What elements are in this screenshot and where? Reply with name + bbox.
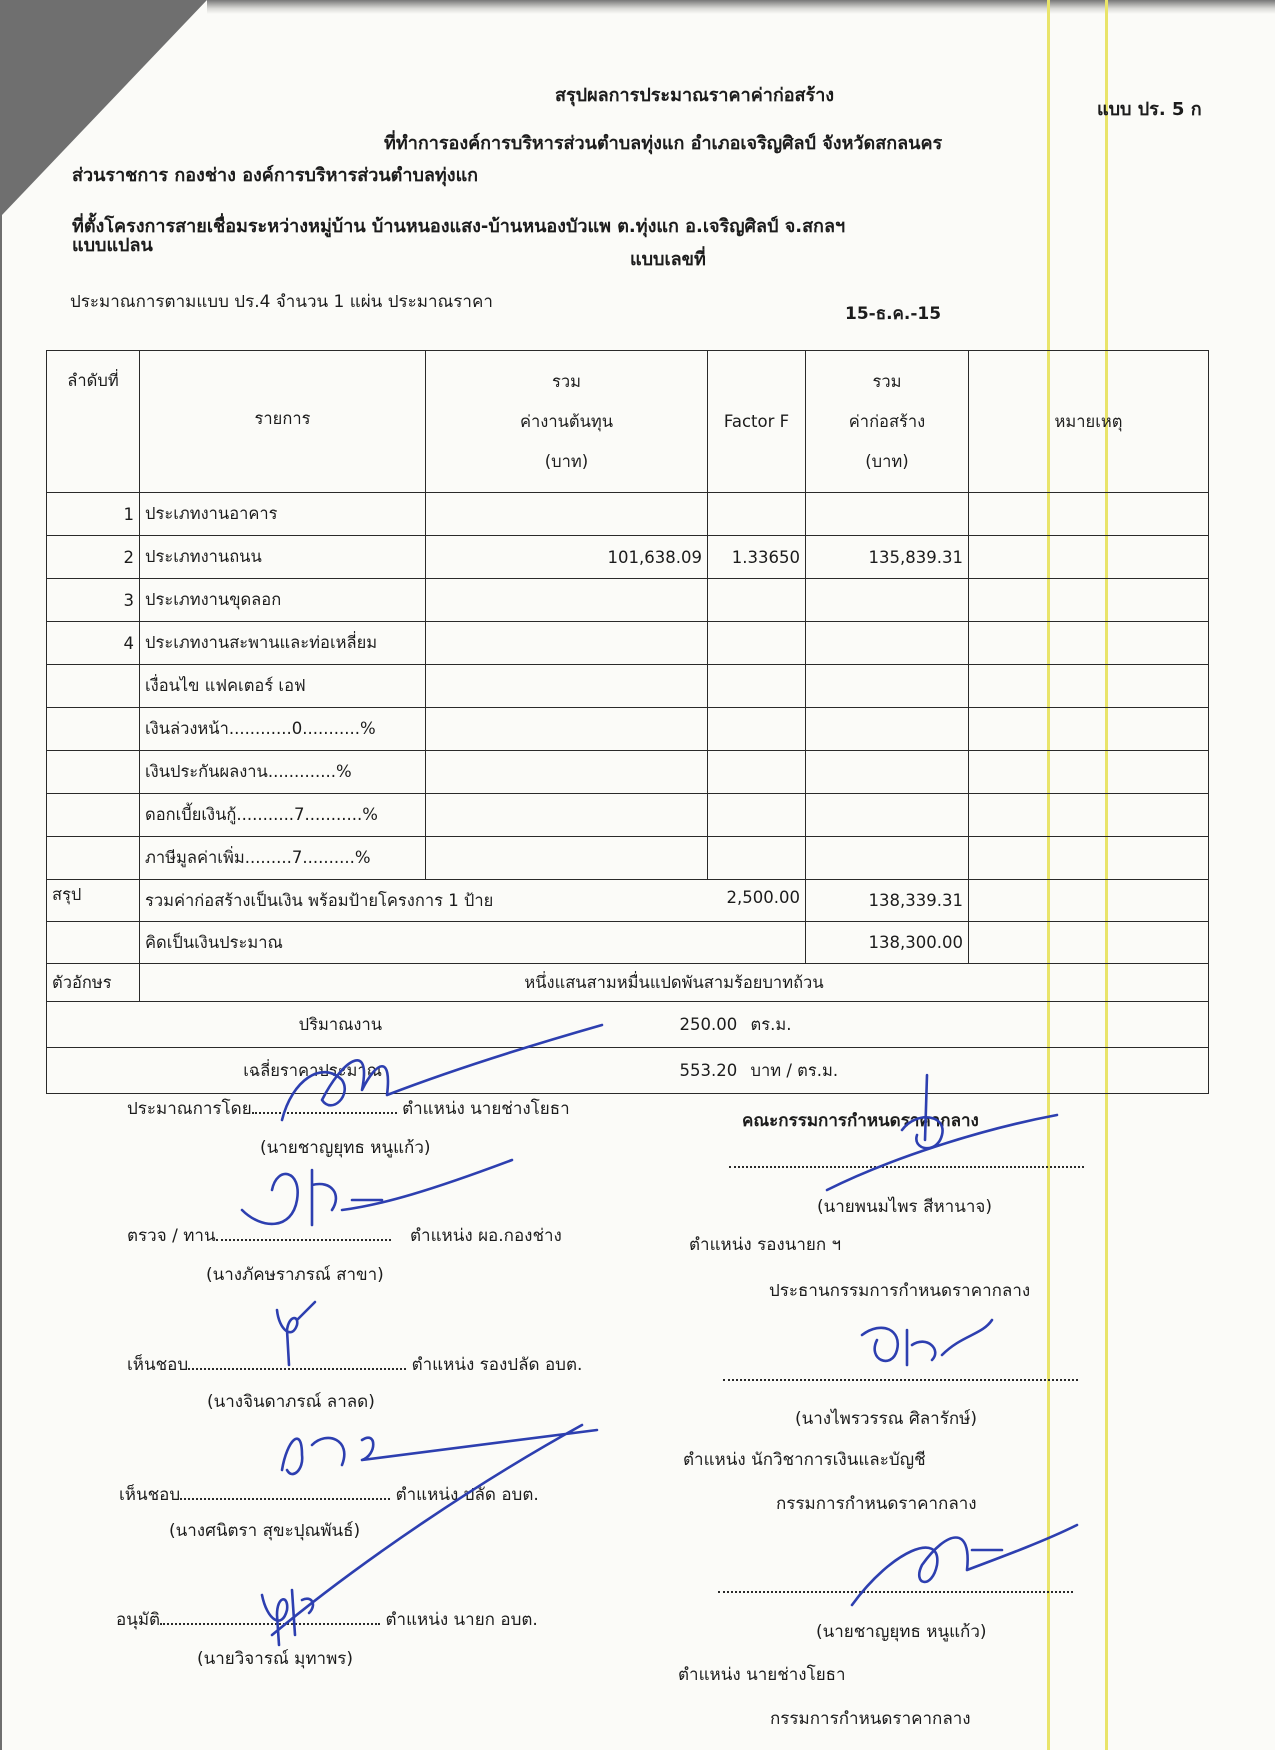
row-note [969, 708, 1209, 751]
row-cost [426, 665, 708, 708]
row-factor [708, 751, 806, 794]
row-factor [708, 493, 806, 536]
row-seq: 2 [47, 536, 140, 579]
signature-prefix: อนุมัติ [116, 1610, 161, 1630]
header-cost [426, 351, 708, 493]
row-note [969, 536, 1209, 579]
header-factor: Factor F [708, 351, 806, 493]
row-item: ดอกเบี้ยเงินกู้...........7...........% [140, 794, 426, 837]
row-total [806, 579, 969, 622]
row-note [969, 837, 1209, 880]
row-item: ประเภทงานสะพานและท่อเหลี่ยม [140, 622, 426, 665]
words-text: หนึ่งแสนสามหมื่นแปดพันสามร้อยบาทถ้วน [140, 964, 1209, 1002]
header-cost-line: รวม [551, 371, 581, 391]
header-total [806, 351, 969, 493]
row-total [806, 794, 969, 837]
row-item: เงื่อนไข แฟคเตอร์ เอฟ [140, 665, 426, 708]
row-total [806, 493, 969, 536]
table-summary-body [47, 880, 1209, 1094]
row-factor [708, 708, 806, 751]
department-line: ส่วนราชการ กองช่าง องค์การบริหารส่วนตำบลทุ่งแก [72, 165, 479, 186]
table-row [47, 493, 1209, 536]
row-total [806, 622, 969, 665]
row-item: ประเภทงานถนน [140, 536, 426, 579]
committee-name: (นางไพรวรรณ ศิลารักษ์) [795, 1409, 977, 1429]
row-factor [708, 579, 806, 622]
quantity-row [47, 1002, 1209, 1048]
document-date: 15-ธ.ค.-15 [845, 304, 942, 324]
header-total-line: (บาท) [865, 451, 909, 471]
row-seq [47, 837, 140, 880]
row-note [969, 751, 1209, 794]
table-row [47, 837, 1209, 880]
row-seq [47, 751, 140, 794]
committee-title: คณะกรรมการกำหนดราคากลาง [742, 1111, 979, 1131]
row-cost [426, 493, 708, 536]
signer-name: (นายชาญยุทธ หนูแก้ว) [260, 1138, 431, 1158]
row-seq [47, 665, 140, 708]
row-item: ประเภทงานขุดลอก [140, 579, 426, 622]
row-factor [708, 794, 806, 837]
cost-summary-table [46, 350, 1209, 1094]
row-factor [708, 665, 806, 708]
table-header-row [47, 351, 1209, 493]
row-factor: 1.33650 [708, 536, 806, 579]
quantity-value: 250.00 [679, 1014, 738, 1034]
form-code: แบบ ปร. 5 ก [1097, 99, 1202, 120]
header-total-line: รวม [872, 371, 902, 391]
signature-position: ตำแหน่ง รองปลัด อบต. [411, 1355, 583, 1375]
words-label: ตัวอักษร [47, 964, 140, 1002]
row-cost [426, 622, 708, 665]
approx-note [969, 922, 1209, 964]
table-row [47, 794, 1209, 837]
document-title: สรุปผลการประมาณราคาค่าก่อสร้าง [555, 85, 835, 106]
table-row [47, 622, 1209, 665]
signer-name: (นางศนิตรา สุขะปุณพันธ์) [169, 1521, 361, 1541]
signer-name: (นางจินดาภรณ์ ลาลด) [207, 1392, 375, 1412]
row-note [969, 579, 1209, 622]
row-seq: 4 [47, 622, 140, 665]
summary-row [47, 880, 1209, 922]
header-seq: ลำดับที่ [47, 351, 140, 493]
committee-role: กรรมการกำหนดราคากลาง [770, 1709, 971, 1729]
handwritten-signature [247, 1575, 337, 1650]
summary-note [969, 880, 1209, 922]
plan-number-label: แบบเลขที่ [630, 249, 706, 270]
row-note [969, 665, 1209, 708]
header-cost-line: (บาท) [544, 451, 589, 471]
quantity-unit: ตร.ม. [750, 1014, 792, 1034]
row-total [806, 665, 969, 708]
approx-text: คิดเป็นเงินประมาณ [140, 922, 806, 964]
row-factor [708, 837, 806, 880]
handwritten-signature [857, 1315, 997, 1375]
location-line: ที่ทำการองค์การบริหารส่วนตำบลทุ่งแก อำเภอเจริญศิลป์ จังหวัดสกลนคร [384, 133, 943, 154]
committee-name: (นายชาญยุทธ หนูแก้ว) [816, 1622, 987, 1642]
row-total: 135,839.31 [806, 536, 969, 579]
row-note [969, 493, 1209, 536]
table-row [47, 665, 1209, 708]
table-body [47, 493, 1209, 880]
summary-total: 138,339.31 [806, 880, 969, 922]
quantity-label: ปริมาณงาน [298, 1014, 382, 1034]
average-label: เฉลี่ยราคาประมาณ [243, 1060, 382, 1080]
row-item: ภาษีมูลค่าเพิ่ม.........7..........% [140, 837, 426, 880]
signature-prefix: เห็นชอบ [127, 1355, 189, 1375]
signature-position: ตำแหน่ง นายช่างโยธา [402, 1099, 570, 1119]
row-seq [47, 708, 140, 751]
header-note: หมายเหตุ [969, 351, 1209, 493]
row-cost [426, 837, 708, 880]
table-row [47, 579, 1209, 622]
table-row [47, 536, 1209, 579]
approx-label-empty [47, 922, 140, 964]
row-note [969, 794, 1209, 837]
estimate-line: ประมาณการตามแบบ ปร.4 จำนวน 1 แผ่น ประมาณราคา [70, 292, 493, 312]
row-cost [426, 708, 708, 751]
signer-name: (นางภัคษราภรณ์ สาขา) [206, 1265, 384, 1285]
sign-cost-value: 2,500.00 [726, 887, 800, 907]
average-value: 553.20 [679, 1060, 738, 1080]
header-item: รายการ [140, 351, 426, 493]
row-cost [426, 794, 708, 837]
row-cost [426, 579, 708, 622]
signature-position: ตำแหน่ง ผอ.กองช่าง [410, 1226, 562, 1246]
row-item: ประเภทงานอาคาร [140, 493, 426, 536]
plan-type: แบบแปลน [72, 235, 153, 256]
header-cost-line: ค่างานต้นทุน [519, 411, 614, 431]
row-item: เงินประกันผลงาน.............% [140, 751, 426, 794]
row-cost [426, 751, 708, 794]
committee-name: (นายพนมไพร สีหานาจ) [817, 1197, 992, 1217]
row-note [969, 622, 1209, 665]
quantity-cell [47, 1002, 1209, 1048]
average-unit: บาท / ตร.ม. [750, 1060, 839, 1080]
signer-name: (นายวิจารณ์ มุทาพร) [197, 1649, 354, 1669]
summary-text-cell [140, 880, 806, 922]
handwritten-signature [232, 1150, 532, 1240]
signature-position: ตำแหน่ง ปลัด อบต. [395, 1485, 539, 1505]
project-site-line: ที่ตั้งโครงการสายเชื่อมระหว่างหมู่บ้าน บ้านหนองแสง-บ้านหนองบัวแพ ต.ทุ่งแก อ.เจริญศิลป์ จ.สกลฯ [72, 216, 846, 237]
committee-role: กรรมการกำหนดราคากลาง [776, 1494, 977, 1514]
row-factor [708, 622, 806, 665]
paper-edge [207, 0, 1275, 14]
handwritten-signature [807, 1070, 1067, 1200]
committee-position: ตำแหน่ง นายช่างโยธา [678, 1665, 846, 1685]
row-seq: 3 [47, 579, 140, 622]
row-cost: 101,638.09 [426, 536, 708, 579]
document-sheet [2, 0, 1275, 1750]
approx-total: 138,300.00 [806, 922, 969, 964]
handwritten-signature [267, 1300, 327, 1370]
row-item: เงินล่วงหน้า............0...........% [140, 708, 426, 751]
table-row [47, 708, 1209, 751]
row-total [806, 837, 969, 880]
committee-position: ตำแหน่ง รองนายก ฯ [689, 1235, 842, 1255]
row-seq: 1 [47, 493, 140, 536]
summary-text: รวมค่าก่อสร้างเป็นเงิน พร้อมป้ายโครงการ 1 ป้าย [145, 890, 494, 910]
signature-prefix: เห็นชอบ [119, 1485, 181, 1505]
signature-line-deputy-clerk [127, 1351, 582, 1378]
committee-position: ตำแหน่ง นักวิชาการเงินและบัญชี [683, 1450, 926, 1470]
header-total-line: ค่าก่อสร้าง [848, 411, 926, 431]
signature-position: ตำแหน่ง นายก อบต. [385, 1610, 538, 1630]
approx-row [47, 922, 1209, 964]
signature-prefix: ตรวจ / ทาน [127, 1226, 216, 1246]
signature-prefix: ประมาณการโดย [127, 1099, 252, 1119]
row-seq [47, 794, 140, 837]
handwritten-signature [832, 1510, 1082, 1620]
committee-role: ประธานกรรมการกำหนดราคากลาง [769, 1281, 1031, 1301]
summary-label: สรุป [47, 880, 140, 922]
words-row [47, 964, 1209, 1002]
table-row [47, 751, 1209, 794]
row-total [806, 708, 969, 751]
row-total [806, 751, 969, 794]
handwritten-signature [252, 1020, 612, 1140]
